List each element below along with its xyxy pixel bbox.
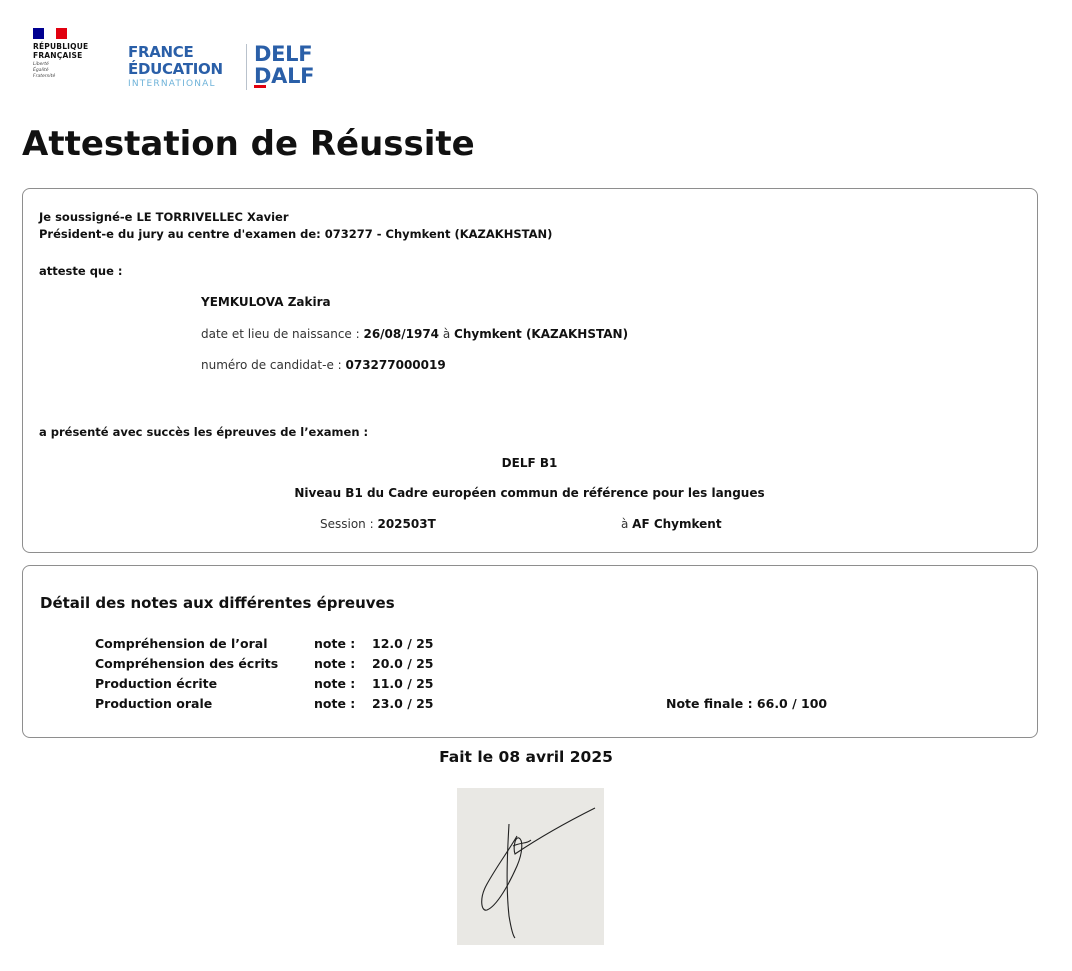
- birth-line: [201, 327, 628, 341]
- flag-blue: [33, 28, 44, 39]
- signature-icon: [457, 788, 604, 945]
- note-label: note :: [314, 676, 356, 691]
- france-education-international-logo: [128, 44, 240, 90]
- dalf-line: DALF: [254, 64, 315, 88]
- candidate-number-label: numéro de candidat-e :: [201, 358, 346, 372]
- fei-line: FRANCE: [128, 43, 194, 61]
- note-label: note :: [314, 656, 356, 671]
- location-line: [621, 517, 722, 531]
- exam-name: DELF B1: [501, 456, 558, 470]
- page-title: Attestation de Réussite: [22, 124, 475, 164]
- note-row-label: Production orale: [95, 696, 213, 711]
- session-label: Session :: [320, 517, 378, 531]
- note-value: 20.0 / 25: [372, 656, 434, 671]
- logo-divider: [246, 44, 247, 90]
- flag-red: [56, 28, 67, 39]
- birth-label: date et lieu de naissance :: [201, 327, 364, 341]
- rf-name-line: FRANÇAISE: [33, 51, 83, 60]
- delf-line: DELF: [254, 42, 313, 66]
- jury-president-line: Je soussigné-e LE TORRIVELLEC Xavier: [39, 210, 289, 224]
- rf-motto-line: Égalité: [33, 68, 49, 73]
- session-value: 202503T: [377, 517, 436, 531]
- delf-dalf-logo: [254, 43, 314, 88]
- exam-level: Niveau B1 du Cadre européen commun de référence pour les langues: [294, 486, 765, 500]
- flag-white: [44, 28, 55, 39]
- birth-place: Chymkent (KAZAKHSTAN): [454, 327, 629, 341]
- issue-date: Fait le 08 avril 2025: [439, 748, 613, 766]
- signature-image: [457, 788, 604, 945]
- session-line: [320, 517, 436, 531]
- note-value: 12.0 / 25: [372, 636, 434, 651]
- presented-line: a présenté avec succès les épreuves de l’examen :: [39, 425, 369, 439]
- rf-motto-line: Fraternité: [33, 74, 56, 79]
- location-label: à: [621, 517, 633, 531]
- candidate-number-line: [201, 358, 446, 372]
- notes-title: Détail des notes aux différentes épreuves: [40, 594, 395, 612]
- candidate-name: YEMKULOVA Zakira: [201, 295, 331, 309]
- final-note: Note finale : 66.0 / 100: [666, 696, 828, 711]
- candidate-number: 073277000019: [345, 358, 446, 372]
- birth-sep: à: [439, 327, 455, 341]
- note-label: note :: [314, 696, 356, 711]
- rf-name-line: RÉPUBLIQUE: [33, 42, 89, 51]
- note-row-label: Compréhension de l’oral: [95, 636, 268, 651]
- note-row-label: Production écrite: [95, 676, 218, 691]
- notes-box: [22, 565, 1038, 738]
- exam-center-line: Président-e du jury au centre d'examen de: 073277 - Chymkent (KAZAKHSTAN): [39, 227, 553, 241]
- note-value: 23.0 / 25: [372, 696, 434, 711]
- french-flag-icon: [33, 28, 67, 39]
- note-row-label: Compréhension des écrits: [95, 656, 279, 671]
- note-value: 11.0 / 25: [372, 676, 434, 691]
- fei-line: INTERNATIONAL: [128, 79, 216, 89]
- header-logos: [33, 28, 353, 98]
- rf-motto-line: Liberté: [33, 62, 49, 67]
- location-value: AF Chymkent: [632, 517, 722, 531]
- birth-date: 26/08/1974: [363, 327, 440, 341]
- note-label: note :: [314, 636, 356, 651]
- republique-francaise-logo: [33, 28, 113, 80]
- atteste-line: atteste que :: [39, 264, 123, 278]
- rf-motto: [33, 62, 113, 80]
- attestation-box: [22, 188, 1038, 553]
- fei-line: ÉDUCATION: [128, 60, 223, 78]
